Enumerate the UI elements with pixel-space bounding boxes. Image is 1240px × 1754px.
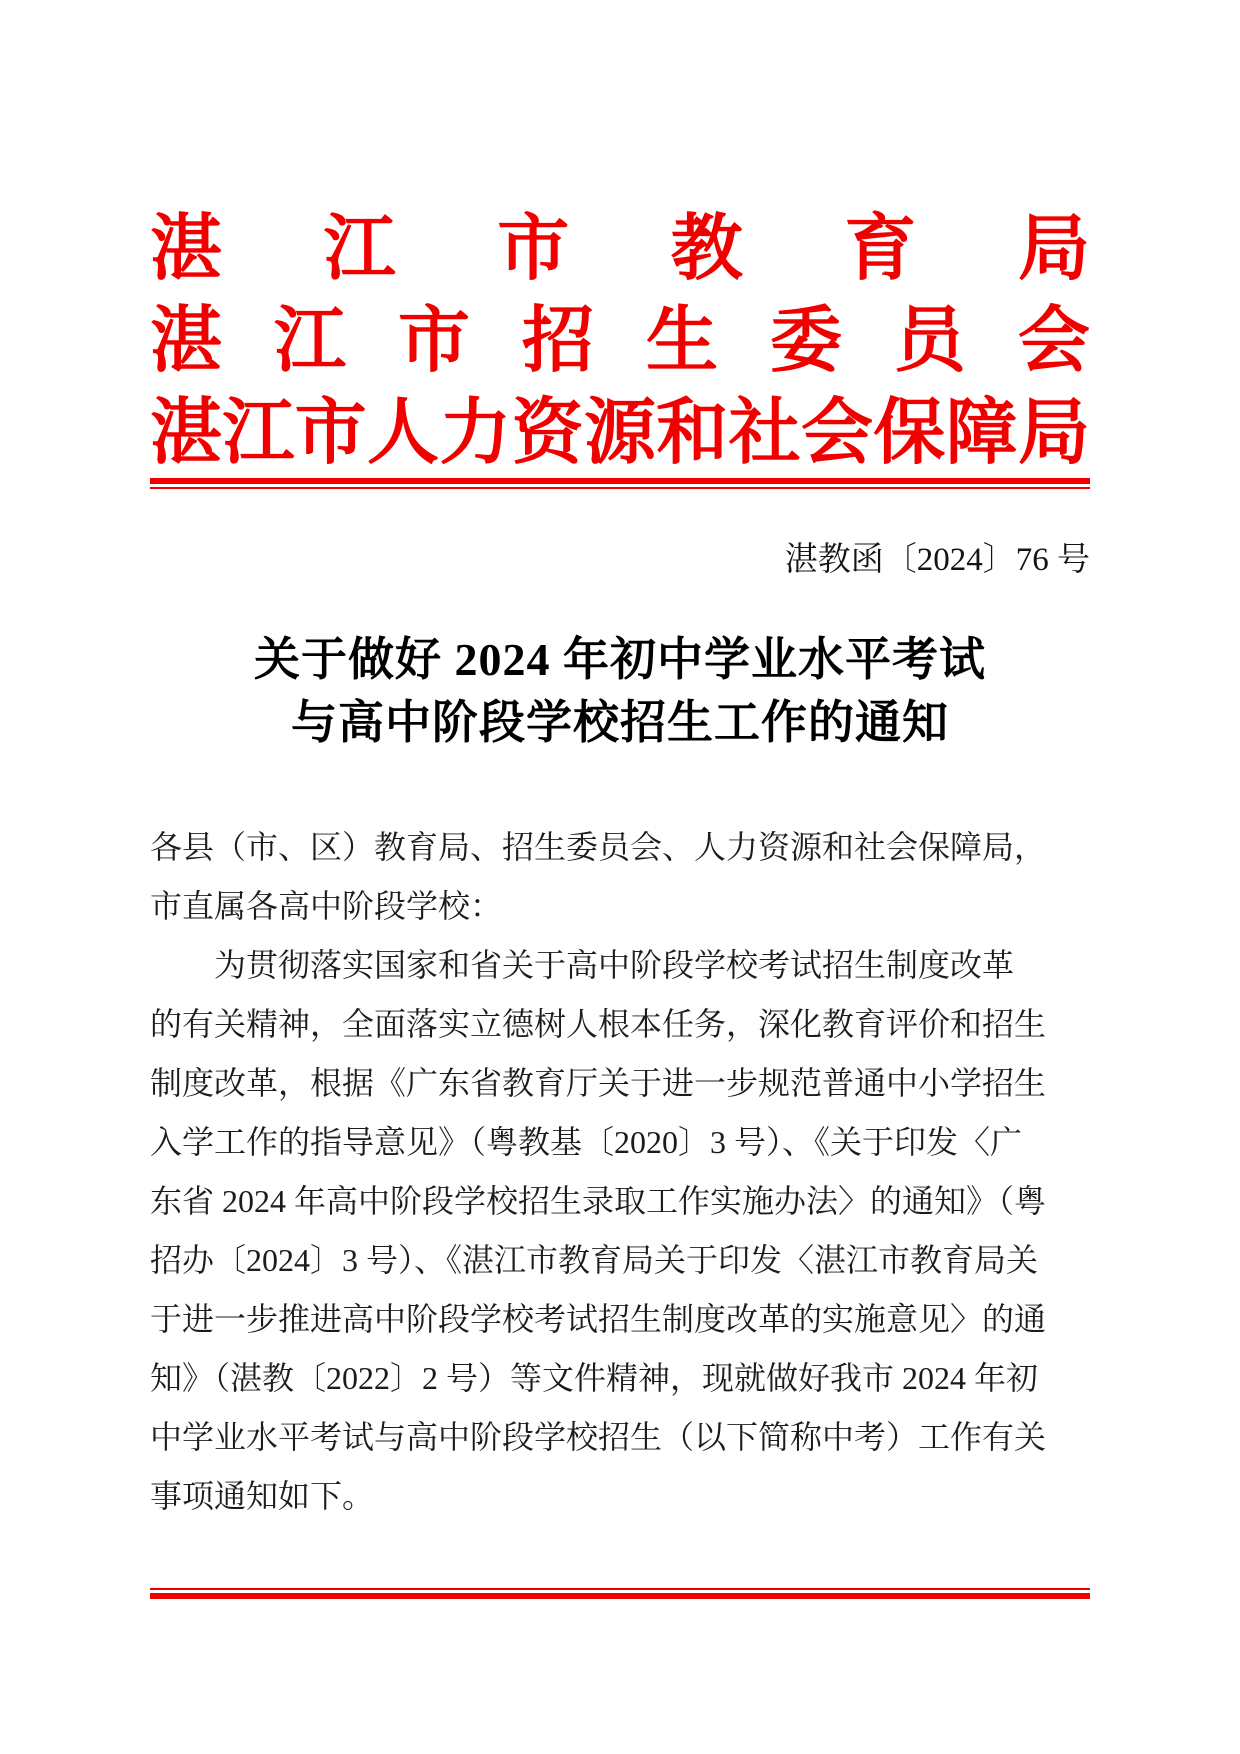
letterhead-char: 源 — [583, 393, 656, 473]
title-line-2: 与高中阶段学校招生工作的通知 — [291, 697, 949, 748]
document-number: 湛教函〔2024〕76 号 — [784, 542, 1090, 578]
letterhead-char: 障 — [945, 393, 1018, 473]
letterhead-line-1 — [150, 196, 1090, 288]
letterhead-char: 保 — [873, 393, 946, 473]
letterhead-char: 市 — [294, 393, 367, 473]
letterhead-char: 湛 — [150, 393, 223, 473]
letterhead-char: 局 — [1017, 209, 1090, 289]
letterhead-char: 生 — [645, 301, 718, 381]
paragraph-line-5: 东省 2024 年高中阶段学校招生录取工作实施办法〉的通知》（粤 — [150, 1183, 1047, 1219]
bottom-divider — [150, 1588, 1090, 1599]
top-divider-thin-bar — [150, 487, 1090, 489]
letterhead-char: 员 — [893, 301, 966, 381]
letterhead-char: 育 — [844, 209, 917, 289]
paragraph-line-9: 中学业水平考试与高中阶段学校招生（以下简称中考）工作有关 — [150, 1419, 1047, 1455]
letterhead — [150, 196, 1090, 472]
letterhead-char: 局 — [1017, 393, 1090, 473]
letterhead-char: 会 — [1017, 301, 1090, 381]
letterhead-line-2 — [150, 288, 1090, 380]
paragraph-line-2: 的有关精神，全面落实立德树人根本任务，深化教育评价和招生 — [150, 1006, 1047, 1042]
letterhead-char: 会 — [800, 393, 873, 473]
letterhead-char: 资 — [511, 393, 584, 473]
letterhead-char: 教 — [670, 209, 743, 289]
letterhead-char: 和 — [656, 393, 729, 473]
document-body — [150, 818, 1090, 1526]
letterhead-char: 社 — [728, 393, 801, 473]
letterhead-char: 湛 — [150, 209, 223, 289]
letterhead-char: 人 — [366, 393, 439, 473]
top-divider — [150, 478, 1090, 489]
letterhead-char: 湛 — [150, 301, 223, 381]
paragraph-line-3: 制度改革，根据《广东省教育厅关于进一步规范普通中小学招生 — [150, 1065, 1047, 1101]
paragraph-line-1: 为贯彻落实国家和省关于高中阶段学校考试招生制度改革 — [214, 947, 1015, 983]
letterhead-char: 江 — [323, 209, 396, 289]
salutation-line-1: 各县（市、区）教育局、招生委员会、人力资源和社会保障局， — [150, 829, 1047, 865]
paragraph-line-4: 入学工作的指导意见》（粤教基〔2020〕3 号）、《关于印发〈广 — [150, 1124, 1023, 1160]
bottom-divider-thick-bar — [150, 1593, 1090, 1599]
salutation-line-2: 市直属各高中阶段学校： — [150, 888, 503, 924]
letterhead-char: 江 — [222, 393, 295, 473]
letterhead-char: 市 — [497, 209, 570, 289]
letterhead-char: 招 — [521, 301, 594, 381]
paragraph-line-8: 知》（湛教〔2022〕2 号）等文件精神，现就做好我市 2024 年初 — [150, 1360, 1039, 1396]
title-line-1: 关于做好 2024 年初中学业水平考试 — [254, 634, 986, 685]
letterhead-char: 市 — [397, 301, 470, 381]
paragraph-line-6: 招办〔2024〕3 号）、《湛江市教育局关于印发〈湛江市教育局关 — [150, 1242, 1039, 1278]
paragraph-line-10: 事项通知如下。 — [150, 1478, 375, 1514]
paragraph-line-7: 于进一步推进高中阶段学校考试招生制度改革的实施意见〉的通 — [150, 1301, 1047, 1337]
letterhead-char: 委 — [769, 301, 842, 381]
letterhead-char: 江 — [273, 301, 346, 381]
letterhead-char: 力 — [439, 393, 512, 473]
document-title — [150, 628, 1090, 754]
letterhead-line-3 — [150, 380, 1090, 472]
